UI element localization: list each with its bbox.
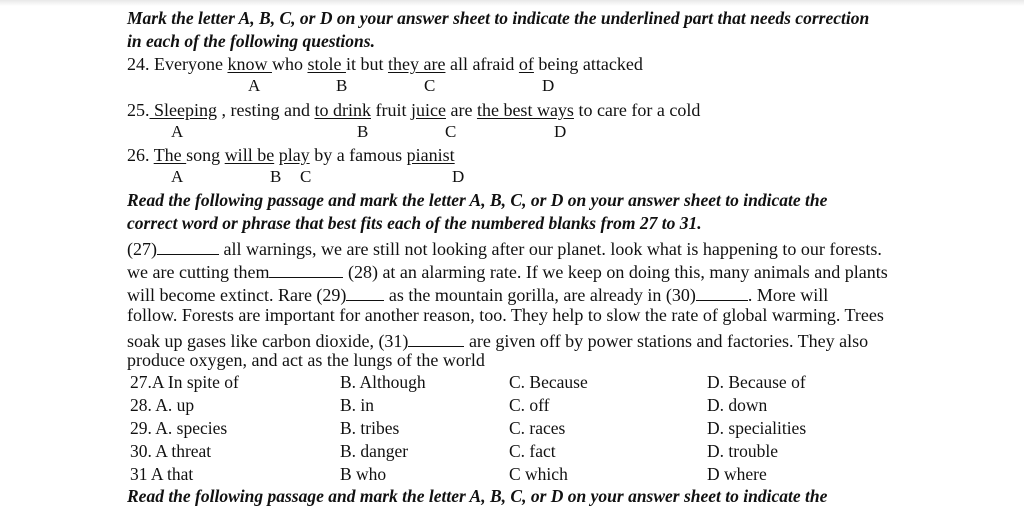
- cutoff-instruction: Read the following passage and mark the letter A, B, C, or D on your answer sheet to indicate the: [127, 486, 828, 506]
- passage-line-6: produce oxygen, and act as the lungs of the world: [127, 350, 485, 370]
- q26-letter-d: D: [452, 167, 465, 186]
- option-27-c: C. Because: [509, 372, 588, 392]
- option-31-a: 31 A that: [130, 464, 194, 484]
- blank-29: [346, 282, 384, 301]
- blank-30: [696, 282, 748, 301]
- top-edge: [0, 0, 1024, 6]
- option-27-a: 27.A In spite of: [130, 372, 239, 392]
- q24-part-c: they are: [387, 54, 446, 74]
- option-30-d: D. trouble: [707, 441, 778, 461]
- q24-letter-d: D: [542, 76, 555, 95]
- q25-letter-c: C: [445, 122, 457, 141]
- option-31-d: D where: [707, 464, 767, 484]
- option-27-d: D. Because of: [707, 372, 806, 392]
- q24-letter-c: C: [424, 76, 436, 95]
- instruction-line-2: in each of the following questions.: [127, 31, 375, 51]
- option-28-a: 28. A. up: [130, 395, 195, 415]
- passage-line-1: (27) all warnings, we are still not looking after our planet. look what is happening to our forests.: [127, 236, 882, 260]
- option-30-c: C. fact: [509, 441, 556, 461]
- q26-letter-c: C: [300, 167, 312, 186]
- q25-part-a: Sleeping: [149, 100, 217, 120]
- option-30-b: B. danger: [340, 441, 409, 461]
- option-27-b: B. Although: [340, 372, 426, 392]
- q25-letter-d: D: [554, 122, 567, 141]
- blank-27: [157, 236, 219, 255]
- q24-letter-a: A: [248, 76, 261, 95]
- q24-part-a: know: [227, 54, 272, 74]
- q26-letter-b: B: [270, 167, 282, 186]
- q24-part-b: stole: [307, 54, 346, 74]
- question-25: 25. Sleeping , resting and to drink fruit juice are the best ways to care for a cold: [127, 100, 701, 120]
- q26-part-c: play: [278, 145, 310, 165]
- option-28-d: D. down: [707, 395, 768, 415]
- q26-part-d: pianist: [406, 145, 455, 165]
- option-29-d: D. specialities: [707, 418, 807, 438]
- q25-part-b: to drink: [314, 100, 371, 120]
- passage-line-2: we are cutting them (28) at an alarming rate. If we keep on doing this, many animals and plants: [127, 259, 888, 283]
- instruction-2-line-2: correct word or phrase that best fits each of the numbered blanks from 27 to 31.: [127, 213, 702, 233]
- instruction-2-line-1: Read the following passage and mark the letter A, B, C, or D on your answer sheet to indicate the: [127, 190, 828, 210]
- question-26: 26. The song will be play by a famous pianist: [127, 145, 455, 165]
- passage-line-5: soak up gases like carbon dioxide, (31) are given off by power stations and factories. They also: [127, 328, 868, 352]
- option-30-a: 30. A threat: [130, 441, 212, 461]
- blank-31: [408, 328, 464, 347]
- option-31-b: B who: [340, 464, 387, 484]
- q26-part-a: The: [153, 145, 187, 165]
- q24-part-d: of: [518, 54, 534, 74]
- passage-line-4: follow. Forests are important for another reason, too. They help to slow the rate of global warming. Trees: [127, 305, 884, 325]
- option-29-c: C. races: [509, 418, 566, 438]
- option-28-b: B. in: [340, 395, 375, 415]
- option-31-c: C which: [509, 464, 568, 484]
- q26-part-b: will be: [224, 145, 275, 165]
- q25-letter-b: B: [357, 122, 369, 141]
- question-24: 24. Everyone know who stole it but they are all afraid of being attacked: [127, 54, 643, 74]
- option-29-a: 29. A. species: [130, 418, 228, 438]
- passage-line-3: will become extinct. Rare (29) as the mountain gorilla, are already in (30) . More will: [127, 282, 828, 306]
- instruction-line-1: Mark the letter A, B, C, or D on your answer sheet to indicate the underlined part that needs correction: [127, 8, 870, 28]
- q26-letter-a: A: [171, 167, 184, 186]
- option-28-c: C. off: [509, 395, 550, 415]
- q24-letter-b: B: [336, 76, 348, 95]
- q25-part-d: the best ways: [476, 100, 574, 120]
- q25-part-c: juice: [410, 100, 446, 120]
- option-29-b: B. tribes: [340, 418, 400, 438]
- blank-28: [269, 259, 343, 278]
- q25-letter-a: A: [171, 122, 184, 141]
